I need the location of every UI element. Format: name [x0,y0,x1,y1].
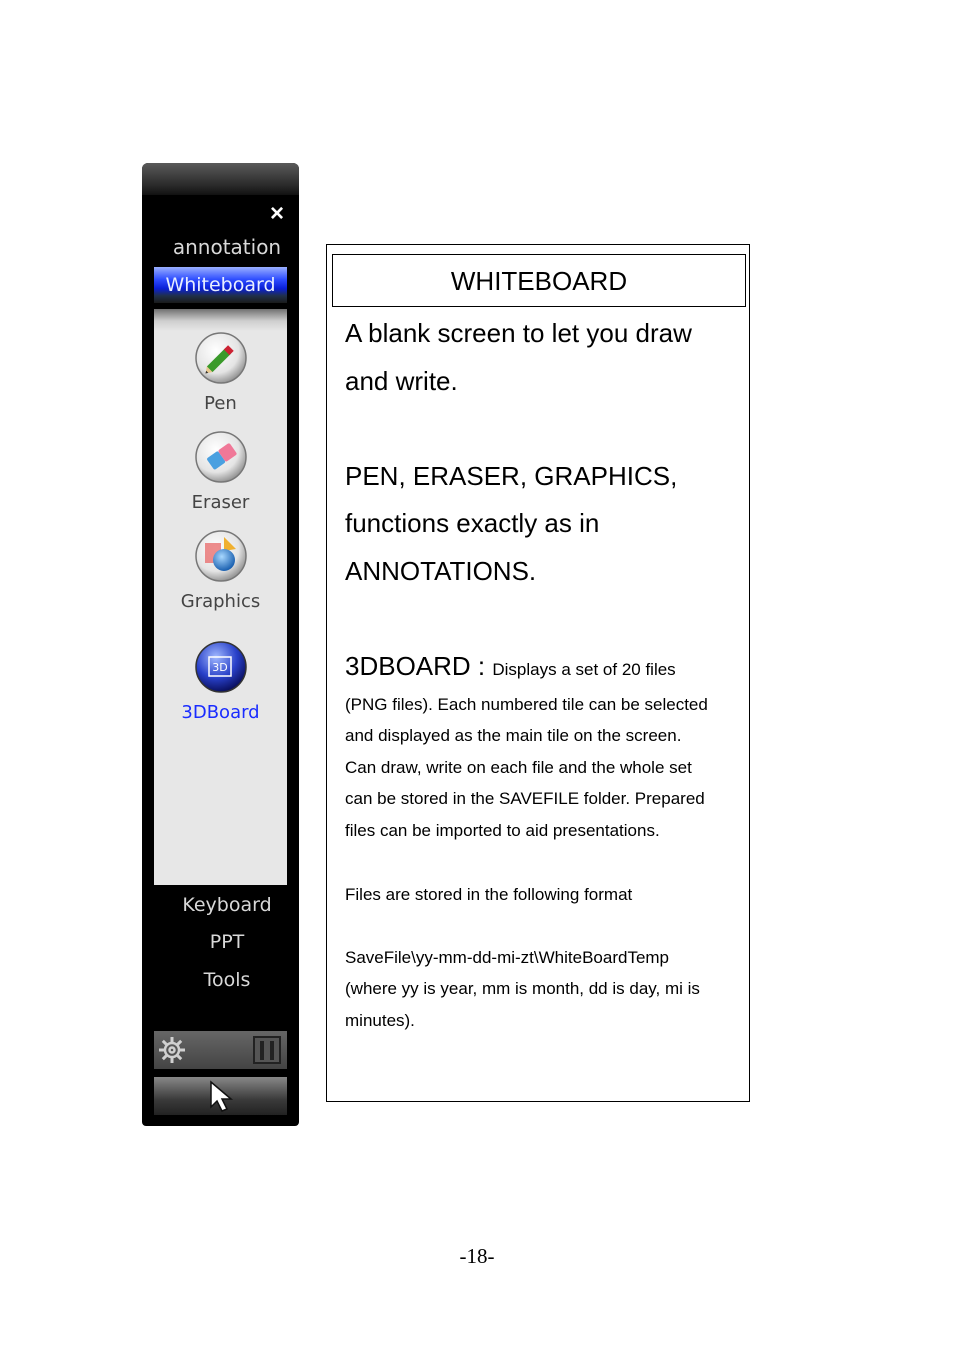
annotation-toolbar [142,163,299,1126]
functions-line-2: functions exactly as in [345,508,600,538]
3dboard-button[interactable] [154,640,287,723]
whiteboard-tab[interactable] [154,267,287,303]
pen-icon [194,331,248,385]
pointer-mode-bar[interactable] [154,1077,287,1115]
pen-label: Pen [204,393,237,414]
settings-bar [154,1031,287,1069]
intro-line-2: and write. [345,366,458,396]
format-intro: Files are stored in the following format [345,885,633,904]
intro-line-1: A blank screen to let you draw [345,318,692,348]
toolbar-drag-handle[interactable] [142,163,299,195]
3dboard-line-4: Can draw, write on each file and the whole set [345,758,692,777]
3dboard-paragraph-head [345,647,740,689]
3dboard-line-3: and displayed as the main tile on the screen. [345,726,682,745]
format-line-3: minutes). [345,1011,415,1030]
format-line-2: (where yy is year, mm is month, dd is day, mi is [345,979,700,998]
pen-button[interactable] [154,331,287,414]
format-line-1: SaveFile\yy-mm-dd-mi-zt\WhiteBoardTemp [345,948,670,967]
graphics-button[interactable] [154,529,287,612]
box-title: WHITEBOARD [332,254,746,307]
3dboard-line-6: files can be imported to aid presentations. [345,821,660,840]
whiteboard-info-box [326,244,750,1102]
eraser-label: Eraser [191,492,250,513]
ppt-menu-item[interactable]: PPT [209,931,245,953]
graphics-label: Graphics [180,591,261,612]
3dboard-icon [194,640,248,694]
3dboard-line-5: can be stored in the SAVEFILE folder. Prepared [345,789,705,808]
cursor-arrow-icon [206,1080,240,1114]
eraser-button[interactable] [154,430,287,513]
gear-icon[interactable] [156,1034,188,1066]
3dboard-label: 3DBoard [181,702,260,723]
close-button[interactable]: × [269,200,284,227]
tools-menu-item[interactable]: Tools [203,969,251,991]
3d-badge: 3D [211,661,228,674]
eraser-icon [194,430,248,484]
functions-line-1: PEN, ERASER, GRAPHICS, [345,461,678,491]
toolbar-title[interactable]: annotation [172,235,282,259]
tool-panel [154,309,287,885]
whiteboard-tab-label: Whiteboard [165,274,276,296]
3dboard-heading: 3DBOARD : [345,651,493,681]
keyboard-menu-item[interactable]: Keyboard [182,894,272,916]
page-number: -18- [459,1244,495,1268]
functions-line-3: ANNOTATIONS. [345,556,537,586]
3dboard-line-2: (PNG files). Each numbered tile can be selected [345,695,708,714]
graphics-icon [194,529,248,583]
3dboard-line-1: Displays a set of 20 files [492,660,676,679]
layout-toggle-icon[interactable] [252,1035,282,1065]
